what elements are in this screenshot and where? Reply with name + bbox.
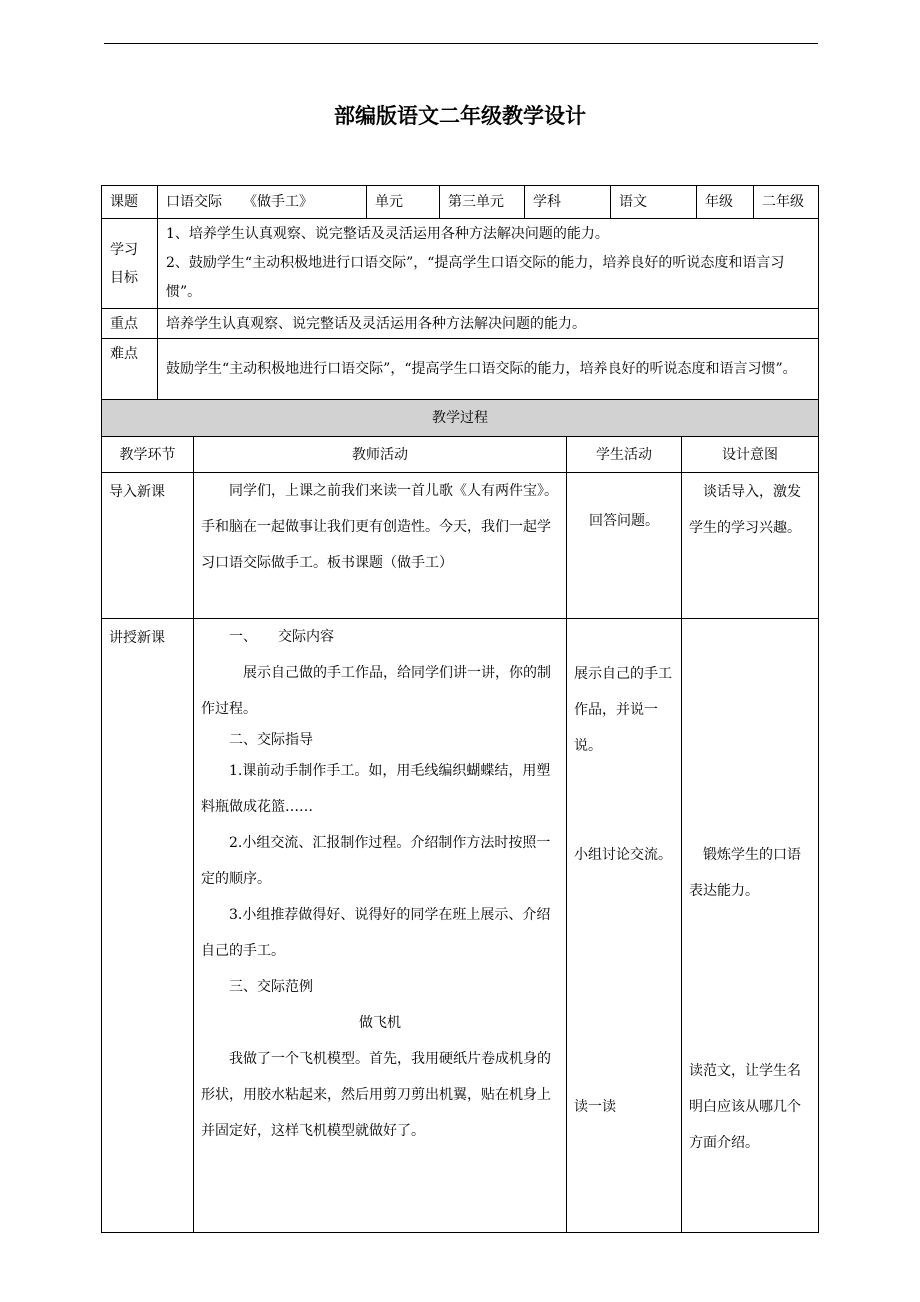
header-rule [104,43,818,44]
paragraph: 展示自己做的手工作品，给同学们讲一讲，你的制作过程。 [201,665,551,717]
student-activity-item: 小组讨论交流。 [574,847,672,863]
intro-student-activity: 回答问题。 [567,473,682,619]
goal-item: 1、培养学生认真观察、说完整话及灵活运用各种方法解决问题的能力。 [166,226,609,242]
goal-item: 2、鼓励学生“主动积极地进行口语交际”，“提高学生口语交际的能力，培养良好的听说态度和语言习惯”。 [166,255,785,300]
example-title: 做飞机 [359,1015,401,1031]
grade-value: 二年级 [754,186,819,219]
difficulty-label: 难点 [102,339,158,400]
page-title: 部编版语文二年级教学设计 [334,104,586,128]
student-activity-item: 展示自己的手工作品，并说一说。 [574,666,672,754]
col-header-student: 学生活动 [567,437,682,473]
intro-intent: 谈话导入，激发学生的学习兴趣。 [682,473,819,619]
key-value: 培养学生认真观察、说完整话及灵活运用各种方法解决问题的能力。 [158,309,819,339]
teach-teacher-activity [194,619,567,1233]
teach-stage: 讲授新课 [102,619,194,1233]
section-heading: 三、交际范例 [229,979,313,995]
guide-item: 1.课前动手制作手工。如，用毛线编织蝴蝶结，用塑料瓶做成花篮…… [201,763,551,815]
unit-label: 单元 [367,186,440,219]
col-header-intent: 设计意图 [682,437,819,473]
section-heading: 一、 交际内容 [229,629,334,645]
section-heading: 二、交际指导 [229,732,313,748]
lesson-label: 课题 [102,186,158,219]
lesson-info-table [101,185,819,400]
col-header-stage: 教学环节 [102,437,194,473]
process-band: 教学过程 [102,400,819,437]
difficulty-value: 鼓励学生“主动积极地进行口语交际”，“提高学生口语交际的能力，培养良好的听说态度和语言习惯”。 [158,339,819,400]
subject-value: 语文 [611,186,697,219]
key-label: 重点 [102,309,158,339]
example-text: 我做了一个飞机模型。首先，我用硬纸片卷成机身的形状，用胶水粘起来，然后用剪刀剪出机翼，贴在机身上并固定好，这样飞机模型就做好了。 [201,1051,551,1139]
intent-item: 读范文，让学生名明白应该从哪几个方面介绍。 [689,1063,801,1151]
intro-stage: 导入新课 [102,473,194,619]
intro-teacher-activity: 同学们，上课之前我们来读一首儿歌《人有两件宝》。手和脑在一起做事让我们更有创造性。今天，我们一起学习口语交际做手工。板书课题（做手工） [194,473,567,619]
student-activity-item: 读一读 [574,1099,616,1115]
goals-cell [158,219,819,309]
teach-intent [682,619,819,1233]
lesson-value: 口语交际 《做手工》 [158,186,367,219]
guide-item: 3.小组推荐做得好、说得好的同学在班上展示、介绍自己的手工。 [201,907,551,959]
guide-item: 2.小组交流、汇报制作过程。介绍制作方法时按照一定的顺序。 [201,835,551,887]
intent-item: 锻炼学生的口语表达能力。 [689,847,801,899]
subject-label: 学科 [525,186,611,219]
unit-value: 第三单元 [440,186,525,219]
grade-label: 年级 [697,186,754,219]
teach-student-activity [567,619,682,1233]
col-header-teacher: 教师活动 [194,437,567,473]
process-table [101,399,819,1233]
goals-label: 学习目标 [102,219,158,309]
